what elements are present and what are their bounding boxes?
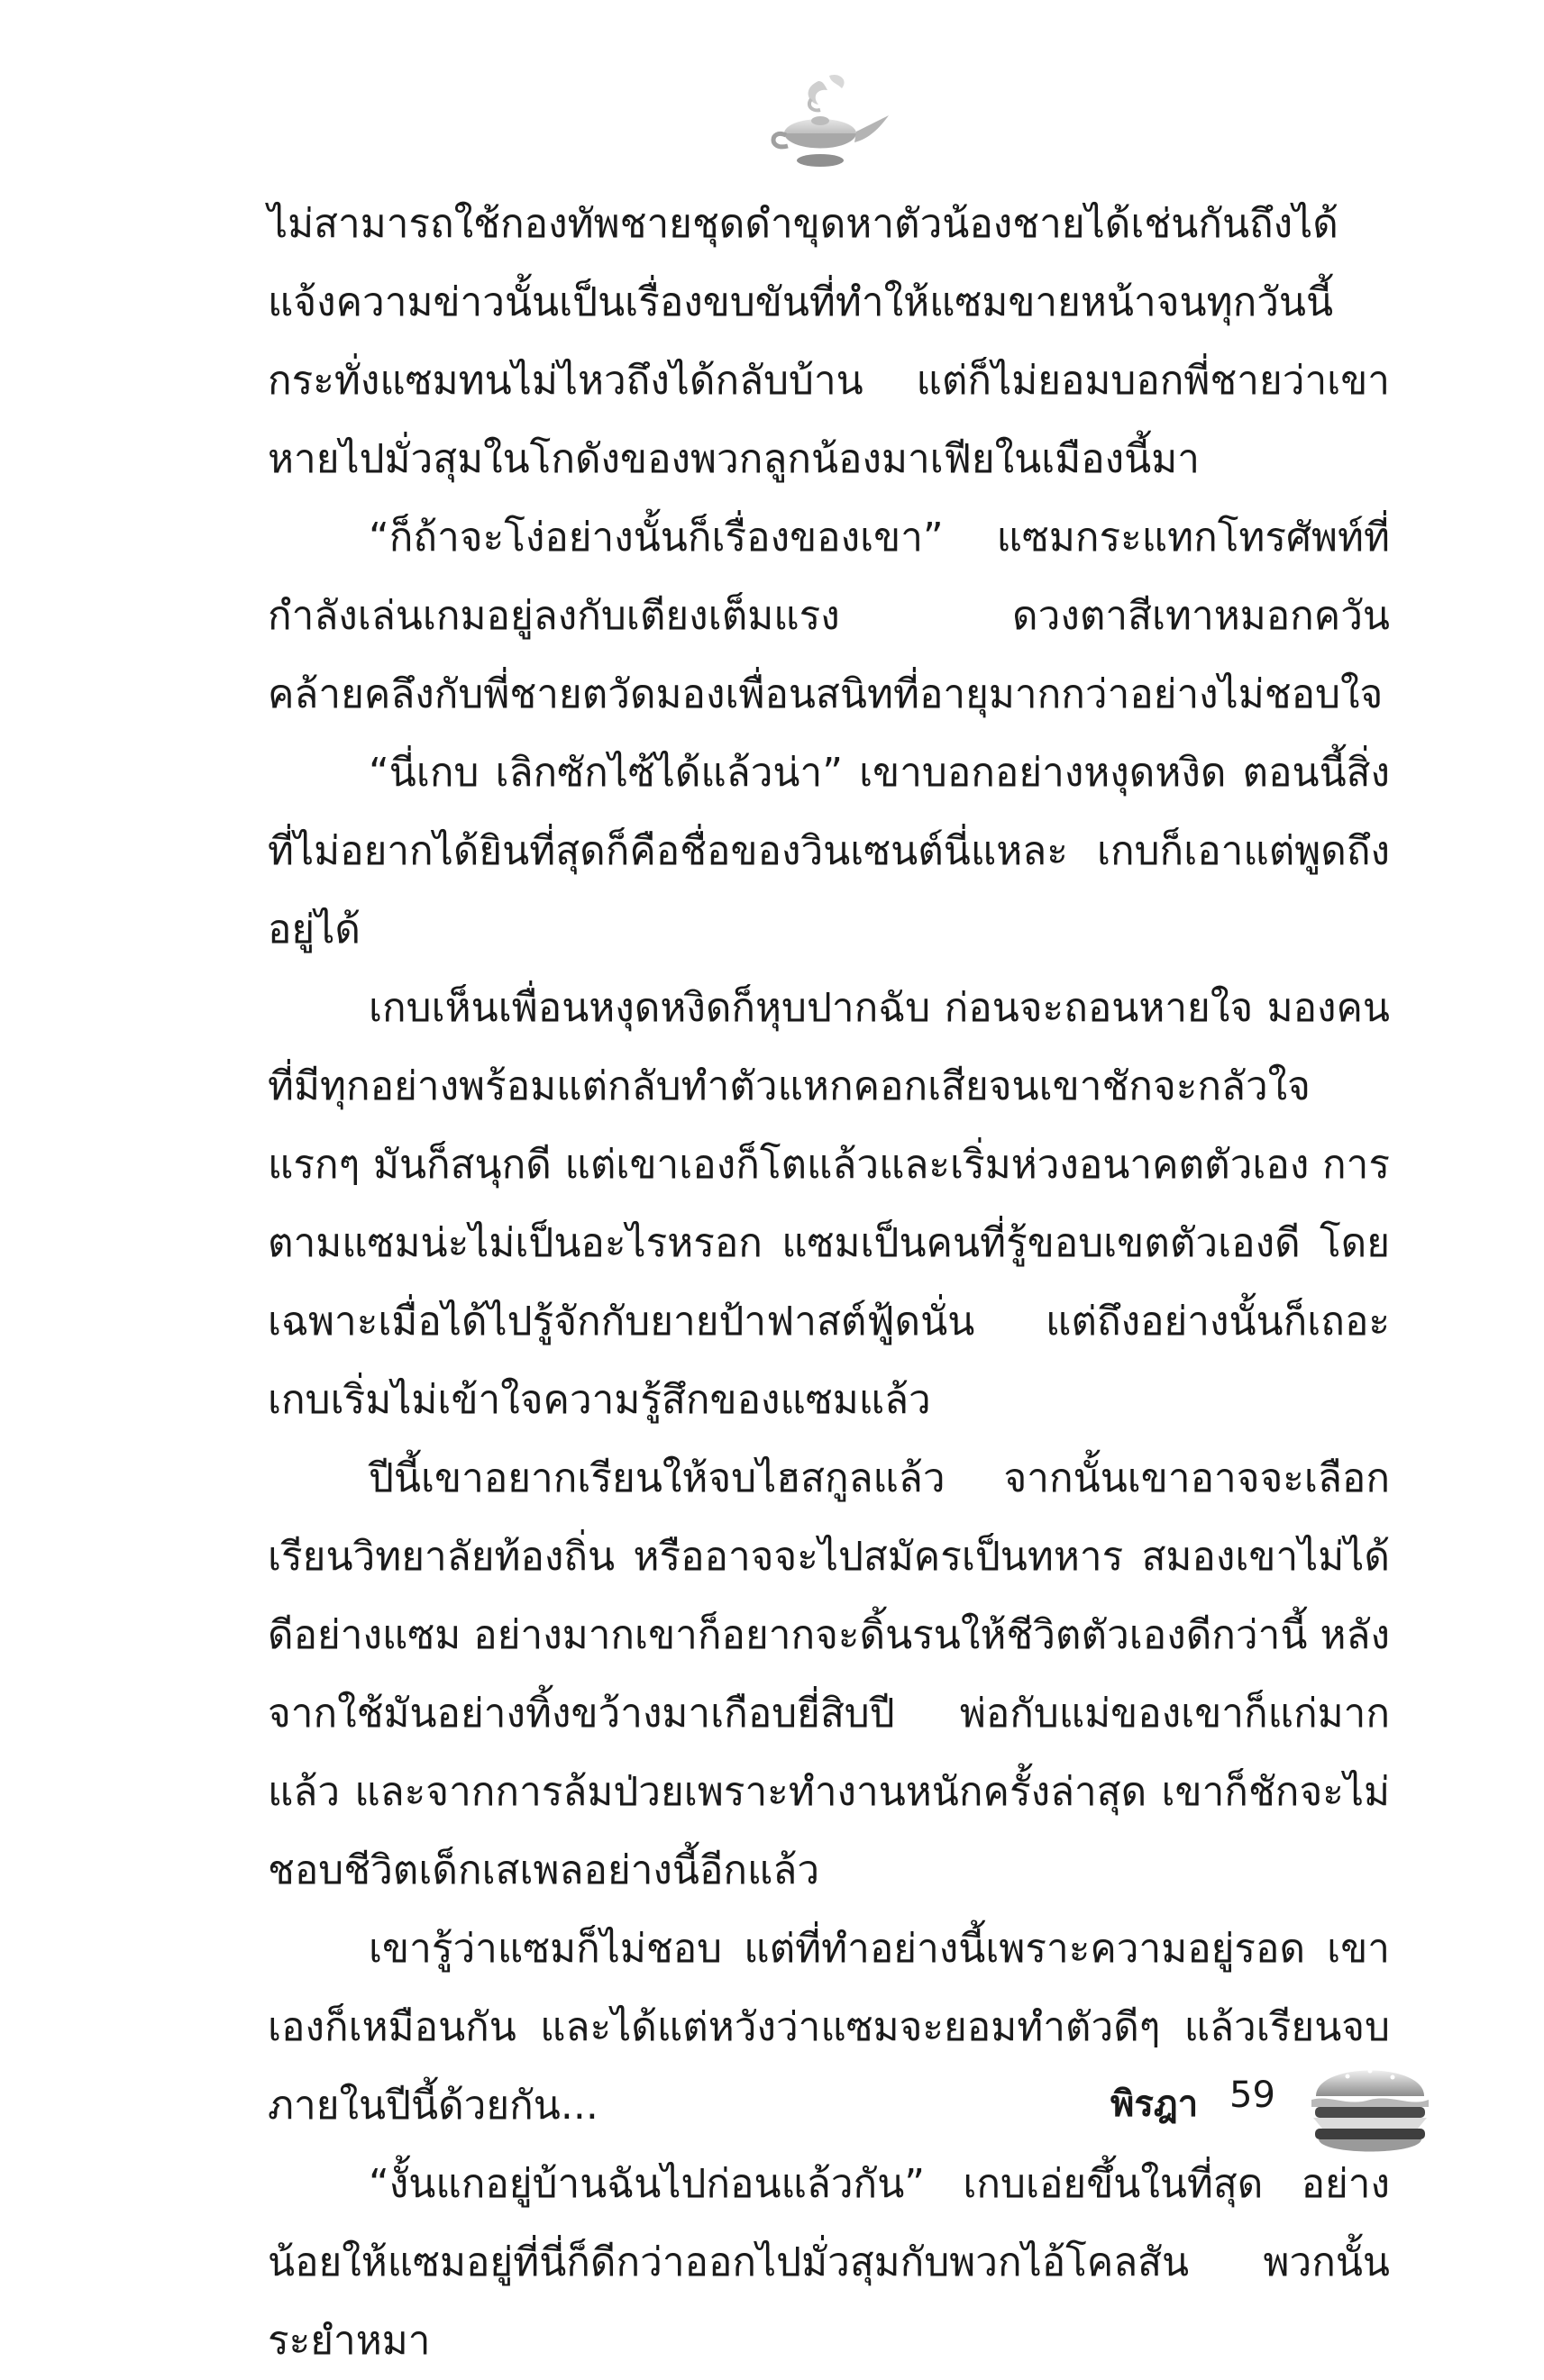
paragraph: ปีนี้เขาอยากเรียนให้จบไฮสกูลแล้ว จากนั้นเขาอาจจะเลือกเรียนวิทยาลัยท้องถิ่น หรืออาจจะไปสมัครเป็นทหาร สมองเขาไม่ได้ดีอย่างแซม อย่างมากเขาก็อยากจะดิ้นรนให้ชีวิตตัวเองดีกว่านี้ หลังจากใช้มันอย่างทิ้งขว้างมาเกือบยี่สิบปี พ่อกับแม่ของเขาก็แก่มากแล้ว และจากการล้มป่วยเพราะทำงานหนักครั้งล่าสุด เขาก็ชักจะไม่ชอบชีวิตเด็กเสเพลอย่างนี้อีกแล้ว (268, 1455, 1390, 1893)
author-name: พิรฎา (1110, 2084, 1199, 2125)
paragraph: เกบเห็นเพื่อนหงุดหงิดก็หุบปากฉับ ก่อนจะถอนหายใจ มองคนที่มีทุกอย่างพร้อมแต่กลับทำตัวแหกคอกเสียจนเขาชักจะกลัวใจ แรกๆ มันก็สนุกดี แต่เขาเองก็โตแล้วและเริ่มห่วงอนาคตตัวเอง การตามแซมน่ะไม่เป็นอะไรหรอก แซมเป็นคนที่รู้ขอบเขตตัวเองดี โดยเฉพาะเมื่อได้ไปรู้จักกับยายป้าฟาสต์ฟู้ดนั่น แต่ถึงอย่างนั้นก็เถอะ เกบเริ่มไม่เข้าใจความรู้สึกของแซมแล้ว (268, 985, 1390, 1423)
burger-icon (1302, 2046, 1438, 2163)
page-number: 59 (1229, 2075, 1275, 2116)
paragraph: “นี่เกบ เลิกซักไซ้ได้แล้วน่า” เขาบอกอย่างหงุดหงิด ตอนนี้สิ่งที่ไม่อยากได้ยินที่สุดก็คือชื่อของวินเซนต์นี่แหละ เกบก็เอาแต่พูดถึงอยู่ได้ (268, 750, 1390, 953)
paragraph: “งั้นแกอยู่บ้านฉันไปก่อนแล้วกัน” เกบเอ่ยขึ้นในที่สุด อย่างน้อยให้แซมอยู่ที่นี่ก็ดีกว่าออกไปมั่วสุมกับพวกไอ้โคลสัน พวกนั้นระยำหมา (268, 2161, 1390, 2364)
paragraph: “ก็ถ้าจะโง่อย่างนั้นก็เรื่องของเขา” แซมกระแทกโทรศัพท์ที่กำลังเล่นเกมอยู่ลงกับเตียงเต็มแรง ดวงตาสีเทาหมอกควันคล้ายคลึงกับพี่ชายตวัดมองเพื่อนสนิทที่อายุมากกว่าอย่างไม่ชอบใจ (268, 515, 1390, 717)
paragraph: เขารู้ว่าแซมก็ไม่ชอบ แต่ที่ทำอย่างนี้เพราะความอยู่รอด เขาเองก็เหมือนกัน และได้แต่หวังว่าแซมจะยอมทำตัวดีๆ แล้วเรียนจบภายในปีนี้ด้วยกัน... (268, 1926, 1390, 2129)
paragraph: ไม่สามารถใช้กองทัพชายชุดดำขุดหาตัวน้องชายได้เช่นกันถึงได้แจ้งความข่าวนั้นเป็นเรื่องขบขันที่ทำให้แซมขายหน้าจนทุกวันนี้ กระทั่งแซมทนไม่ไหวถึงได้กลับบ้าน แต่ก็ไม่ยอมบอกพี่ชายว่าเขาหายไปมั่วสุมในโกดังของพวกลูกน้องมาเฟียในเมืองนี้มา (268, 201, 1390, 482)
magic-lamp-icon (748, 63, 892, 180)
page-footer (0, 2046, 1544, 2190)
